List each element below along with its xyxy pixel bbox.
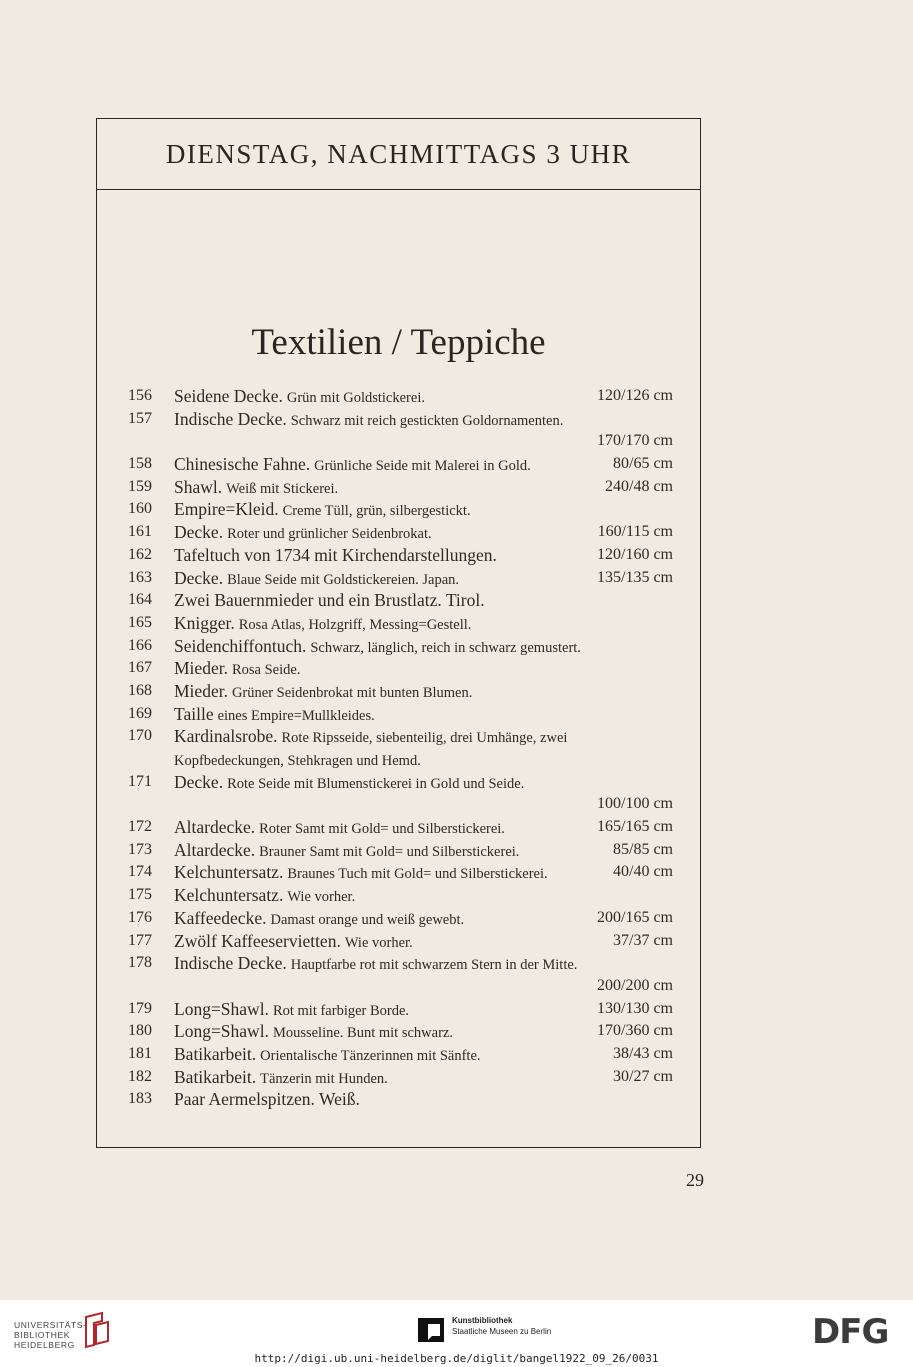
page-number: 29	[686, 1170, 704, 1190]
lot-row	[128, 771, 673, 794]
lot-number: 173	[128, 840, 152, 858]
lot-description: Weiß mit Stickerei.	[226, 480, 339, 497]
lot-description: Hauptfarbe rot mit schwarzem Stern in der Mitte.	[290, 957, 578, 974]
lot-text	[174, 385, 673, 410]
lot-size: 40/40 cm	[613, 863, 673, 881]
lot-description: Rote Seide mit Blumenstickerei in Gold und Seide.	[227, 775, 525, 792]
dfg-logo: DFG	[812, 1312, 889, 1352]
lot-size: 160/115 cm	[597, 523, 673, 541]
lot-description: Schwarz mit reich gestickten Goldornamenten.	[290, 412, 564, 429]
lot-description: Kopfbedeckungen, Stehkragen und Hemd.	[174, 753, 421, 769]
lot-number: 162	[128, 545, 152, 563]
lot-size: 170/170 cm	[597, 432, 673, 450]
lot-row	[128, 816, 673, 839]
lot-title: Zwei Bauernmieder und ein Brustlatz. Tirol.	[174, 590, 485, 611]
lot-text	[174, 703, 673, 728]
lot-number: 161	[128, 523, 152, 541]
lot-title: Kardinalsrobe.	[174, 726, 278, 747]
lot-text	[174, 861, 673, 886]
lot-title: Mieder.	[174, 680, 228, 701]
lot-text	[174, 589, 673, 614]
lot-text	[174, 748, 673, 773]
lot-text	[174, 884, 673, 909]
lot-row	[128, 589, 673, 612]
lot-size: 135/135 cm	[597, 568, 673, 586]
lot-description: Grüner Seidenbrokat mit bunten Blumen.	[231, 684, 473, 701]
lot-text	[174, 907, 673, 932]
lot-text	[174, 839, 673, 864]
lot-number: 167	[128, 659, 152, 677]
lot-description: Blaue Seide mit Goldstickereien. Japan.	[227, 571, 460, 588]
footer-bar	[0, 1300, 913, 1367]
lot-number: 160	[128, 500, 152, 518]
lot-title: Kaffeedecke.	[174, 907, 267, 928]
lot-title: Kelchuntersatz.	[174, 885, 284, 906]
lot-text	[174, 567, 673, 592]
lot-row	[128, 476, 673, 499]
lot-description: Wie vorher.	[287, 889, 356, 906]
lot-row	[128, 635, 673, 658]
lot-row	[128, 498, 673, 521]
lot-text	[174, 998, 673, 1023]
lot-text	[174, 952, 673, 977]
lot-title: Chinesische Fahne.	[174, 454, 311, 475]
lot-size: 200/200 cm	[597, 976, 673, 994]
lot-title: Empire=Kleid.	[174, 499, 279, 520]
lot-title: Kelchuntersatz.	[174, 862, 284, 883]
lot-text	[174, 725, 673, 750]
lot-number: 177	[128, 931, 152, 949]
lot-size: 165/165 cm	[597, 818, 673, 836]
lot-description: Braunes Tuch mit Gold= und Silberstickerei.	[287, 866, 548, 883]
lot-title: Batikarbeit.	[174, 1043, 257, 1064]
kb-name: Kunstbibliothek	[452, 1316, 513, 1325]
lot-number: 168	[128, 681, 152, 699]
header-divider	[97, 189, 700, 190]
library-line: UNIVERSITÄTS-	[14, 1320, 87, 1330]
lot-title: Altardecke.	[174, 817, 256, 838]
lot-title: Long=Shawl.	[174, 1021, 269, 1042]
lot-description: Orientalische Tänzerinnen mit Sänfte.	[260, 1047, 481, 1064]
source-url[interactable]: http://digi.ub.uni-heidelberg.de/diglit/bangel1922_09_26/0031	[254, 1352, 659, 1365]
lot-title: Taille	[174, 703, 214, 724]
lot-description: Rosa Atlas, Holzgriff, Messing=Gestell.	[238, 616, 472, 633]
lot-title: Long=Shawl.	[174, 998, 269, 1019]
lot-number: 180	[128, 1022, 152, 1040]
lot-row	[128, 430, 673, 453]
lot-row	[128, 793, 673, 816]
lot-title: Zwölf Kaffeeservietten.	[174, 930, 341, 951]
lot-number: 156	[128, 387, 152, 404]
library-line: HEIDELBERG	[14, 1340, 75, 1350]
lot-title: Seidene Decke.	[174, 386, 283, 406]
lot-number: 163	[128, 568, 152, 586]
lot-text	[174, 1043, 673, 1068]
lot-row	[128, 453, 673, 476]
lot-row	[128, 612, 673, 635]
lot-description: Tänzerin mit Hunden.	[260, 1070, 388, 1087]
kunstbibliothek-label	[452, 1315, 551, 1337]
section-title: Textilien / Teppiche	[251, 322, 546, 363]
kb-subtitle: Staatliche Museen zu Berlin	[452, 1327, 552, 1336]
lot-number: 170	[128, 727, 152, 745]
lot-title: Batikarbeit.	[174, 1066, 257, 1087]
lot-size: 200/165 cm	[597, 908, 673, 926]
lot-row	[128, 1020, 673, 1043]
library-logo-icon	[82, 1311, 112, 1349]
lot-text	[174, 612, 673, 637]
lot-text	[174, 635, 673, 660]
lot-title: Decke.	[174, 771, 224, 792]
lot-title: Indische Decke.	[174, 408, 287, 429]
lot-text	[174, 544, 673, 569]
lot-number: 172	[128, 818, 152, 836]
lot-row	[128, 544, 673, 567]
lot-size: 80/65 cm	[613, 455, 673, 473]
lot-number: 171	[128, 772, 152, 790]
lot-size: 85/85 cm	[613, 840, 673, 858]
lot-number: 179	[128, 999, 152, 1017]
lot-number: 158	[128, 455, 152, 473]
lot-size: 240/48 cm	[605, 477, 673, 495]
lot-number: 181	[128, 1044, 152, 1062]
lot-description: Schwarz, länglich, reich in schwarz gemustert.	[310, 639, 581, 656]
lot-title: Tafeltuch von 1734 mit Kirchendarstellungen.	[174, 544, 497, 565]
lot-title: Shawl.	[174, 476, 223, 497]
lot-size: 30/27 cm	[613, 1067, 673, 1085]
lot-number: 176	[128, 908, 152, 926]
lot-list	[128, 385, 673, 1111]
lot-number: 165	[128, 613, 152, 631]
lot-size: 170/360 cm	[597, 1022, 673, 1040]
lot-description: Mousseline. Bunt mit schwarz.	[272, 1025, 453, 1042]
lot-title: Indische Decke.	[174, 953, 287, 974]
library-line: BIBLIOTHEK	[14, 1330, 71, 1340]
lot-title: Knigger.	[174, 612, 235, 633]
lot-description: Brauner Samt mit Gold= und Silberstickerei.	[259, 843, 520, 860]
lot-row	[128, 703, 673, 726]
lot-text	[174, 771, 673, 796]
lot-description: Grün mit Goldstickerei.	[286, 390, 425, 406]
lot-size: 120/160 cm	[597, 545, 673, 563]
lot-title: Decke.	[174, 567, 224, 588]
lot-row	[128, 1043, 673, 1066]
lot-size: 100/100 cm	[597, 795, 673, 813]
lot-description: Wie vorher.	[344, 934, 413, 951]
lot-title: Altardecke.	[174, 839, 256, 860]
lot-size: 130/130 cm	[597, 999, 673, 1017]
lot-row	[128, 907, 673, 930]
lot-number: 174	[128, 863, 152, 881]
lot-text	[174, 816, 673, 841]
lot-row	[128, 408, 673, 431]
lot-description: Roter und grünlicher Seidenbrokat.	[227, 526, 432, 543]
lot-description: Rot mit farbiger Borde.	[272, 1002, 410, 1019]
lot-title: Mieder.	[174, 658, 228, 679]
lot-number: 178	[128, 954, 152, 972]
lot-row	[128, 1088, 673, 1111]
lot-number: 157	[128, 409, 152, 427]
lot-row	[128, 385, 673, 408]
lot-row	[128, 657, 673, 680]
lot-number: 183	[128, 1090, 152, 1108]
lot-row	[128, 725, 673, 748]
lot-row	[128, 839, 673, 862]
lot-row	[128, 521, 673, 544]
lot-description: Roter Samt mit Gold= und Silberstickerei.	[259, 821, 505, 838]
library-name	[14, 1320, 87, 1350]
lot-row	[128, 884, 673, 907]
lot-description: Damast orange und weiß gewebt.	[270, 911, 465, 928]
lot-number: 166	[128, 636, 152, 654]
lot-size: 120/126 cm	[597, 387, 673, 404]
kunstbibliothek-logo-icon	[418, 1318, 444, 1342]
lot-number: 182	[128, 1067, 152, 1085]
lot-text	[174, 453, 673, 478]
lot-title: Decke.	[174, 522, 224, 543]
lot-row	[128, 1066, 673, 1089]
lot-number: 159	[128, 477, 152, 495]
lot-text	[174, 1088, 673, 1113]
lot-row	[128, 952, 673, 975]
lot-text	[174, 498, 673, 523]
lot-description: Creme Tüll, grün, silbergestickt.	[282, 503, 471, 520]
lot-row	[128, 930, 673, 953]
lot-text	[174, 657, 673, 682]
lot-row	[128, 861, 673, 884]
lot-description: eines Empire=Mullkleides.	[217, 707, 375, 724]
lot-text	[174, 408, 673, 433]
lot-row	[128, 998, 673, 1021]
lot-title: Paar Aermelspitzen. Weiß.	[174, 1089, 360, 1110]
lot-text	[174, 476, 673, 501]
lot-text	[174, 930, 673, 955]
lot-size: 38/43 cm	[613, 1044, 673, 1062]
lot-description: Grünliche Seide mit Malerei in Gold.	[314, 458, 531, 475]
lot-number: 164	[128, 591, 152, 609]
lot-number: 169	[128, 704, 152, 722]
lot-size: 37/37 cm	[613, 931, 673, 949]
lot-number: 175	[128, 886, 152, 904]
lot-row	[128, 748, 673, 771]
lot-description: Rosa Seide.	[231, 662, 301, 679]
lot-row	[128, 975, 673, 998]
lot-text	[174, 1020, 673, 1045]
lot-row	[128, 567, 673, 590]
lot-text	[174, 521, 673, 546]
page-header: DIENSTAG, NACHMITTAGS 3 UHR	[165, 139, 632, 169]
lot-description: Rote Ripsseide, siebenteilig, drei Umhänge, zwei	[281, 730, 568, 747]
lot-text	[174, 680, 673, 705]
lot-row	[128, 680, 673, 703]
lot-text	[174, 1066, 673, 1091]
lot-title: Seidenchiffontuch.	[174, 635, 307, 656]
